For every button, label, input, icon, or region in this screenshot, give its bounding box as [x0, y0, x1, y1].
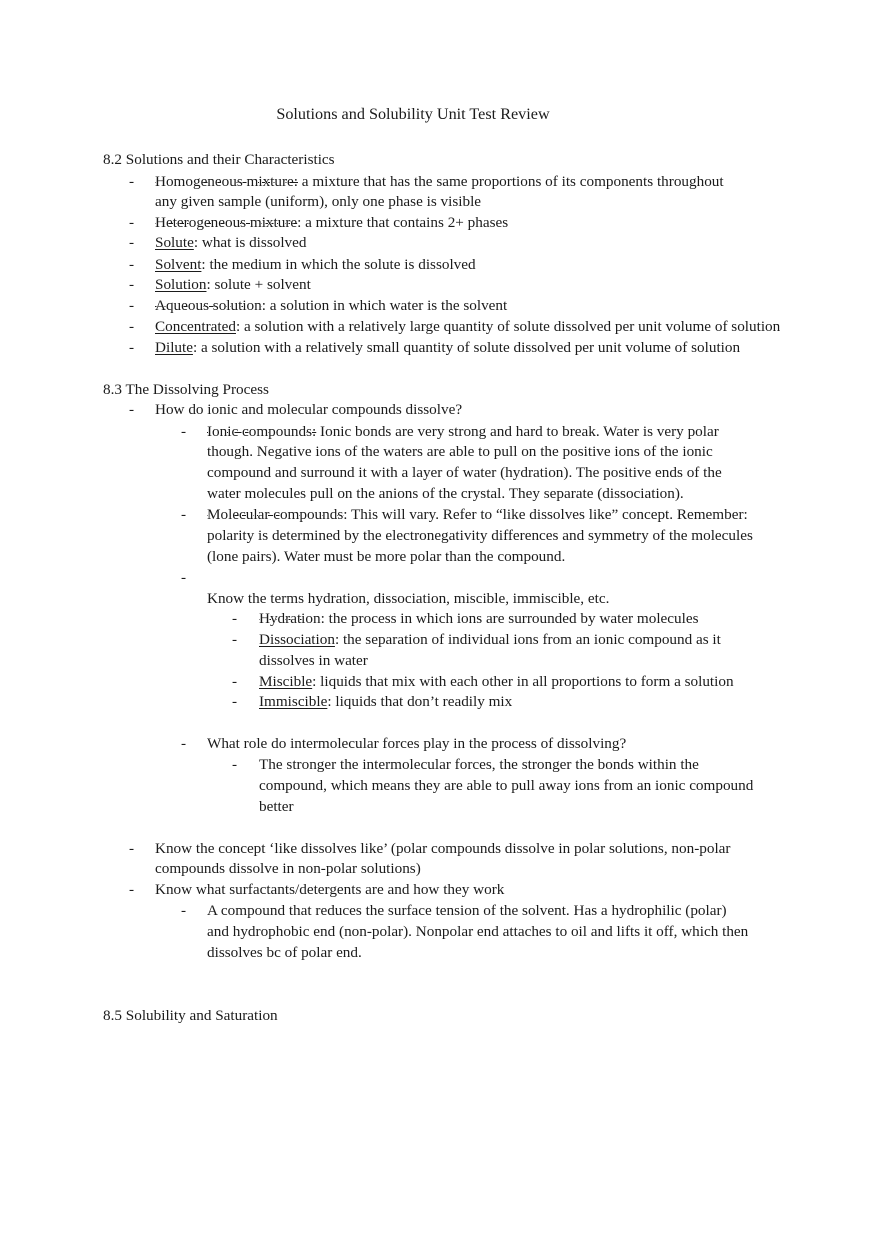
list-item-continuation: any given sample (uniform), only one phase is visible: [155, 193, 482, 210]
section-heading-8-2: 8.2 Solutions and their Characteristics: [103, 151, 335, 168]
definition-text: : liquids that mix with each other in all proportions to form a solution: [312, 673, 734, 690]
term-dissociation: Dissociation: [259, 631, 335, 648]
section-heading-8-5: 8.5 Solubility and Saturation: [103, 1007, 278, 1024]
list-item: Know the terms hydration, dissociation, miscible, immiscible, etc.: [207, 590, 610, 607]
list-item: [259, 671, 734, 692]
list-item: [155, 212, 508, 233]
definition-text: : a solution in which water is the solvent: [261, 297, 508, 314]
list-item: [155, 316, 780, 337]
term-molecular-compounds: Molecular compounds: [207, 506, 344, 523]
bullet-dash: -: [232, 631, 238, 648]
term-solvent: Solvent: [155, 256, 202, 273]
definition-text: : what is dissolved: [193, 234, 307, 251]
term-immiscible: Immiscible: [259, 693, 328, 710]
bullet-dash: -: [181, 506, 187, 523]
bullet-dash: -: [129, 840, 135, 857]
list-item: [155, 254, 476, 275]
question-text: How do ionic and molecular compounds dissolve?: [155, 401, 463, 418]
bullet-dash: -: [181, 735, 187, 752]
bullet-dash: -: [129, 173, 135, 190]
bullet-dash: -: [232, 673, 238, 690]
list-item: [155, 295, 507, 316]
list-item: [155, 171, 724, 192]
list-item: The stronger the intermolecular forces, the stronger the bonds within the: [259, 756, 699, 773]
term-concentrated: Concentrated: [155, 318, 236, 335]
list-item-continuation: compound, which means they are able to pull away ions from an ionic compound: [259, 777, 754, 794]
list-item: [259, 691, 512, 712]
list-item-continuation: water molecules pull on the anions of the crystal. They separate (dissociation).: [207, 485, 684, 502]
definition-text: : liquids that don’t readily mix: [327, 693, 513, 710]
list-item-continuation: compound and surround it with a layer of water (hydration). The positive ends of the: [207, 464, 722, 481]
term-solute: Solute: [155, 234, 194, 251]
list-item-continuation: (lone pairs). Water must be more polar than the compound.: [207, 548, 566, 565]
term-miscible: Miscible: [259, 673, 313, 690]
question-text: What role do intermolecular forces play in the process of dissolving?: [207, 735, 627, 752]
answer-text: : This will vary. Refer to “like dissolves like” concept. Remember:: [343, 506, 748, 523]
definition-text: : the separation of individual ions from an ionic compound as it: [334, 631, 721, 648]
definition-text: : a solution with a relatively small quantity of solute dissolved per unit volume of solution: [192, 339, 741, 356]
bullet-dash: -: [129, 297, 135, 314]
list-item-continuation: polarity is determined by the electronegativity differences and symmetry of the molecules: [207, 527, 753, 544]
bullet-dash: -: [232, 693, 238, 710]
list-item: A compound that reduces the surface tension of the solvent. Has a hydrophilic (polar): [207, 902, 727, 919]
list-item-continuation: dissolves in water: [259, 652, 368, 669]
term-dilute: Dilute: [155, 339, 193, 356]
definition-text: : the process in which ions are surrounded by water molecules: [320, 610, 699, 627]
list-item-continuation: compounds dissolve in non-polar solutions): [155, 860, 421, 877]
definition-text: : a mixture that contains 2+ phases: [297, 214, 509, 231]
list-item: [207, 421, 719, 442]
list-item: [155, 337, 740, 358]
list-item-continuation: better: [259, 798, 294, 815]
term-hydration: Hydration: [259, 610, 321, 627]
list-item: Know the concept ‘like dissolves like’ (polar compounds dissolve in polar solutions, non-polar: [155, 840, 731, 857]
bullet-dash: -: [129, 339, 135, 356]
bullet-dash: -: [181, 569, 187, 586]
list-item: Know what surfactants/detergents are and how they work: [155, 881, 505, 898]
bullet-dash: -: [129, 234, 135, 251]
list-item-continuation: though. Negative ions of the waters are able to pull on the positive ions of the ionic: [207, 443, 713, 460]
list-item: [259, 629, 721, 650]
list-item-continuation: and hydrophobic end (non-polar). Nonpolar end attaches to oil and lifts it off, which then: [207, 923, 749, 940]
definition-text: a mixture that has the same proportions of its components throughout: [298, 173, 724, 190]
list-item: [155, 232, 306, 253]
term-ionic-compounds: Ionic compounds:: [207, 423, 317, 440]
list-item: [155, 274, 311, 295]
bullet-dash: -: [129, 256, 135, 273]
document-title: Solutions and Solubility Unit Test Review: [276, 105, 550, 123]
bullet-dash: -: [129, 214, 135, 231]
term-solution: Solution: [155, 276, 207, 293]
list-item-continuation: dissolves bc of polar end.: [207, 944, 362, 961]
bullet-dash: -: [129, 318, 135, 335]
list-item: [259, 608, 699, 629]
bullet-dash: -: [232, 610, 238, 627]
bullet-dash: -: [129, 881, 135, 898]
definition-text: : the medium in which the solute is dissolved: [201, 256, 476, 273]
bullet-dash: -: [129, 401, 135, 418]
term-heterogeneous: Heterogeneous mixture: [155, 214, 298, 231]
bullet-dash: -: [232, 756, 238, 773]
term-aqueous: Aqueous solution: [155, 297, 262, 314]
definition-text: : a solution with a relatively large quantity of solute dissolved per unit volume of solution: [235, 318, 781, 335]
bullet-dash: -: [181, 423, 187, 440]
answer-text: Ionic bonds are very strong and hard to break. Water is very polar: [316, 423, 719, 440]
list-item: [207, 504, 748, 525]
definition-text: : solute + solvent: [206, 276, 311, 293]
bullet-dash: -: [181, 902, 187, 919]
bullet-dash: -: [129, 276, 135, 293]
section-heading-8-3: 8.3 The Dissolving Process: [103, 381, 269, 398]
term-homogeneous: Homogeneous mixture:: [155, 173, 298, 190]
